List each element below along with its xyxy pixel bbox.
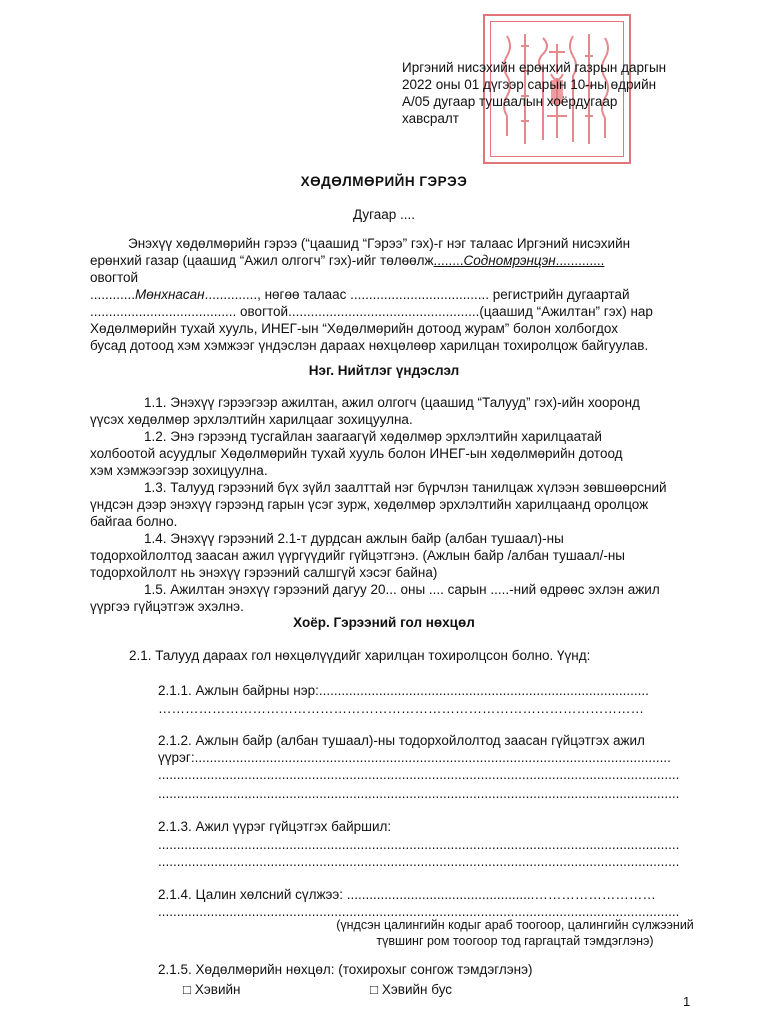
item-2-1-2-dots-1: ...........................................................................................................................................	[158, 767, 680, 782]
option-normal-checkbox[interactable]: □ Хэвийн	[183, 982, 241, 997]
section-1-heading: Нэг. Нийтлэг үндэслэл	[308, 363, 460, 378]
intro-line-2	[90, 252, 705, 269]
intro-line-2-text: ерөнхий газар (цаашид “Ажил олгогч” гэх)-ийг төлөөлж	[90, 253, 434, 268]
clause-1-4-cont: тодорхойлолтод заасан ажил үүргүүдийг гүйцэтгэнэ. (Ажлын байр /албан тушаал/-ны	[90, 548, 625, 563]
document-title: ХӨДӨЛМӨРИЙН ГЭРЭЭ	[300, 174, 468, 189]
intro-line-1: Энэхүү хөдөлмөрийн гэрээ (“цаашид “Гэрээ” гэх)-г нэг талаас Иргэний нисэхийн	[128, 236, 631, 251]
attachment-note	[402, 59, 702, 127]
intro-line-5: ....................................... овогтой...................................................(цаашид “Ажилтан” гэх) нар	[90, 304, 653, 319]
clause-1-4-cont-2: тодорхойлолт нь энэхүү гэрээний салшгүй хэсэг байна)	[90, 565, 438, 580]
clause-1-1-cont: үүсэх хөдөлмөр эрхлэлтийн харилцааг зохицуулна.	[90, 412, 413, 427]
contract-number: Дугаар ....	[352, 207, 416, 222]
intro-line-6: Хөдөлмөрийн тухай хууль, ИНЕГ-ын “Хөдөлмөрийн дотоод журам” болон холбогдох	[90, 321, 618, 336]
section-1-body	[90, 394, 705, 615]
salary-note	[320, 917, 710, 949]
representative-lastname: Содномрэнцэн	[463, 253, 556, 268]
item-2-1-4: 2.1.4. Цалин хөлсний сүлжээ: ..................................................………………………	[158, 887, 656, 902]
clause-1-3-cont-2: байгаа болно.	[90, 514, 178, 529]
item-2-1-1-dots: ………………………………………………………………………………………………	[158, 701, 644, 716]
clause-1-2-cont-2: хэм хэмжээгээр зохицуулна.	[90, 463, 268, 478]
salary-note-line-2: түвшинг ром тоогоор тод гаргацтай тэмдэглэнэ)	[376, 934, 654, 948]
item-2-1-4-dots: ...........................................................................................................................................	[158, 904, 680, 919]
attachment-note-line-3: А/05 дугаар тушаалын хоёрдугаар	[402, 94, 618, 109]
clause-1-5-cont: үүргээ гүйцэтгэж эхэлнэ.	[90, 599, 244, 614]
item-2-1-2: 2.1.2. Ажлын байр (албан тушаал)-ны тодорхойлолтод заасан гүйцэтгэх ажил	[158, 733, 645, 748]
clause-1-1: 1.1. Энэхүү гэрээгээр ажилтан, ажил олгогч (цаашид “Талууд” гэх)-ийн хооронд	[144, 395, 640, 410]
item-2-1-2-dots-2: ...........................................................................................................................................	[158, 786, 680, 801]
representative-lastname-field: ........Содномрэнцэн.............	[433, 253, 605, 268]
intro-line-7: бусад дотоод хэм хэмжээг үндэслэн дараах нөхцөлөөр харилцан тохиролцож байгуулав.	[90, 338, 649, 353]
intro-line-4-rest: .............., нөгөө талаас ..................................... регистрийн дугаартай	[204, 287, 630, 302]
intro-line-4	[90, 286, 705, 303]
clause-2-1: 2.1. Талууд дараах гол нөхцөлүүдийг харилцан тохиролцсон болно. Үүнд:	[129, 648, 591, 663]
clause-1-4: 1.4. Энэхүү гэрээний 2.1-т дурдсан ажлын байр (албан тушаал)-ны	[144, 531, 564, 546]
item-2-1-3-dots-1: ...........................................................................................................................................	[158, 837, 680, 852]
intro-line-3: овогтой	[90, 270, 139, 285]
intro-line-4-dots: ............	[90, 287, 136, 302]
item-2-1-1: 2.1.1. Ажлын байрны нэр:........................................................................................	[158, 683, 649, 698]
attachment-note-line-2: 2022 оны 01 дүгээр сарын 10-ны өдрийн	[402, 77, 657, 92]
item-2-1-2-cont: үүрэг:...............................................................................................................................	[158, 750, 671, 765]
attachment-note-line-4: хавсралт	[402, 111, 459, 126]
clause-1-3: 1.3. Талууд гэрээний бүх зүйл заалттай нэг бүрчлэн танилцаж хүлээн зөвшөөрсний	[144, 480, 667, 495]
clause-1-3-cont: үндсэн дээр энэхүү гэрээнд гарын үсэг зурж, хөдөлмөр эрхлэлтийн харилцаанд оролцож	[90, 497, 649, 512]
salary-note-line-1: (үндсэн цалингийн кодыг араб тоогоор, цалингийн сүлжээний	[336, 918, 694, 932]
option-abnormal-checkbox[interactable]: □ Хэвийн бус	[370, 982, 453, 997]
clause-1-5: 1.5. Ажилтан энэхүү гэрээний дагуу 20... оны .... сарын .....-ний өдрөөс эхлэн ажил	[144, 582, 660, 597]
representative-firstname: Мөнхнасан	[135, 287, 205, 302]
item-2-1-5: 2.1.5. Хөдөлмөрийн нөхцөл: (тохирохыг сонгож тэмдэглэнэ)	[158, 962, 533, 977]
attachment-note-line-1: Иргэний нисэхийн ерөнхий газрын даргын	[402, 60, 667, 75]
intro-paragraph	[90, 235, 705, 354]
section-2-heading: Хоёр. Гэрээний гол нөхцөл	[293, 615, 475, 630]
item-2-1-3-dots-2: ...........................................................................................................................................	[158, 854, 680, 869]
clause-1-2: 1.2. Энэ гэрээнд тусгайлан заагаагүй хөдөлмөр эрхлэлтийн харилцаатай	[144, 429, 602, 444]
item-2-1-3: 2.1.3. Ажил үүрэг гүйцэтгэх байршил:	[158, 819, 392, 834]
clause-1-2-cont: холбоотой асуудлыг Хөдөлмөрийн тухай хууль болон ИНЕГ-ын хөдөлмөрийн дотоод	[90, 446, 623, 461]
page-number: 1	[683, 994, 691, 1009]
